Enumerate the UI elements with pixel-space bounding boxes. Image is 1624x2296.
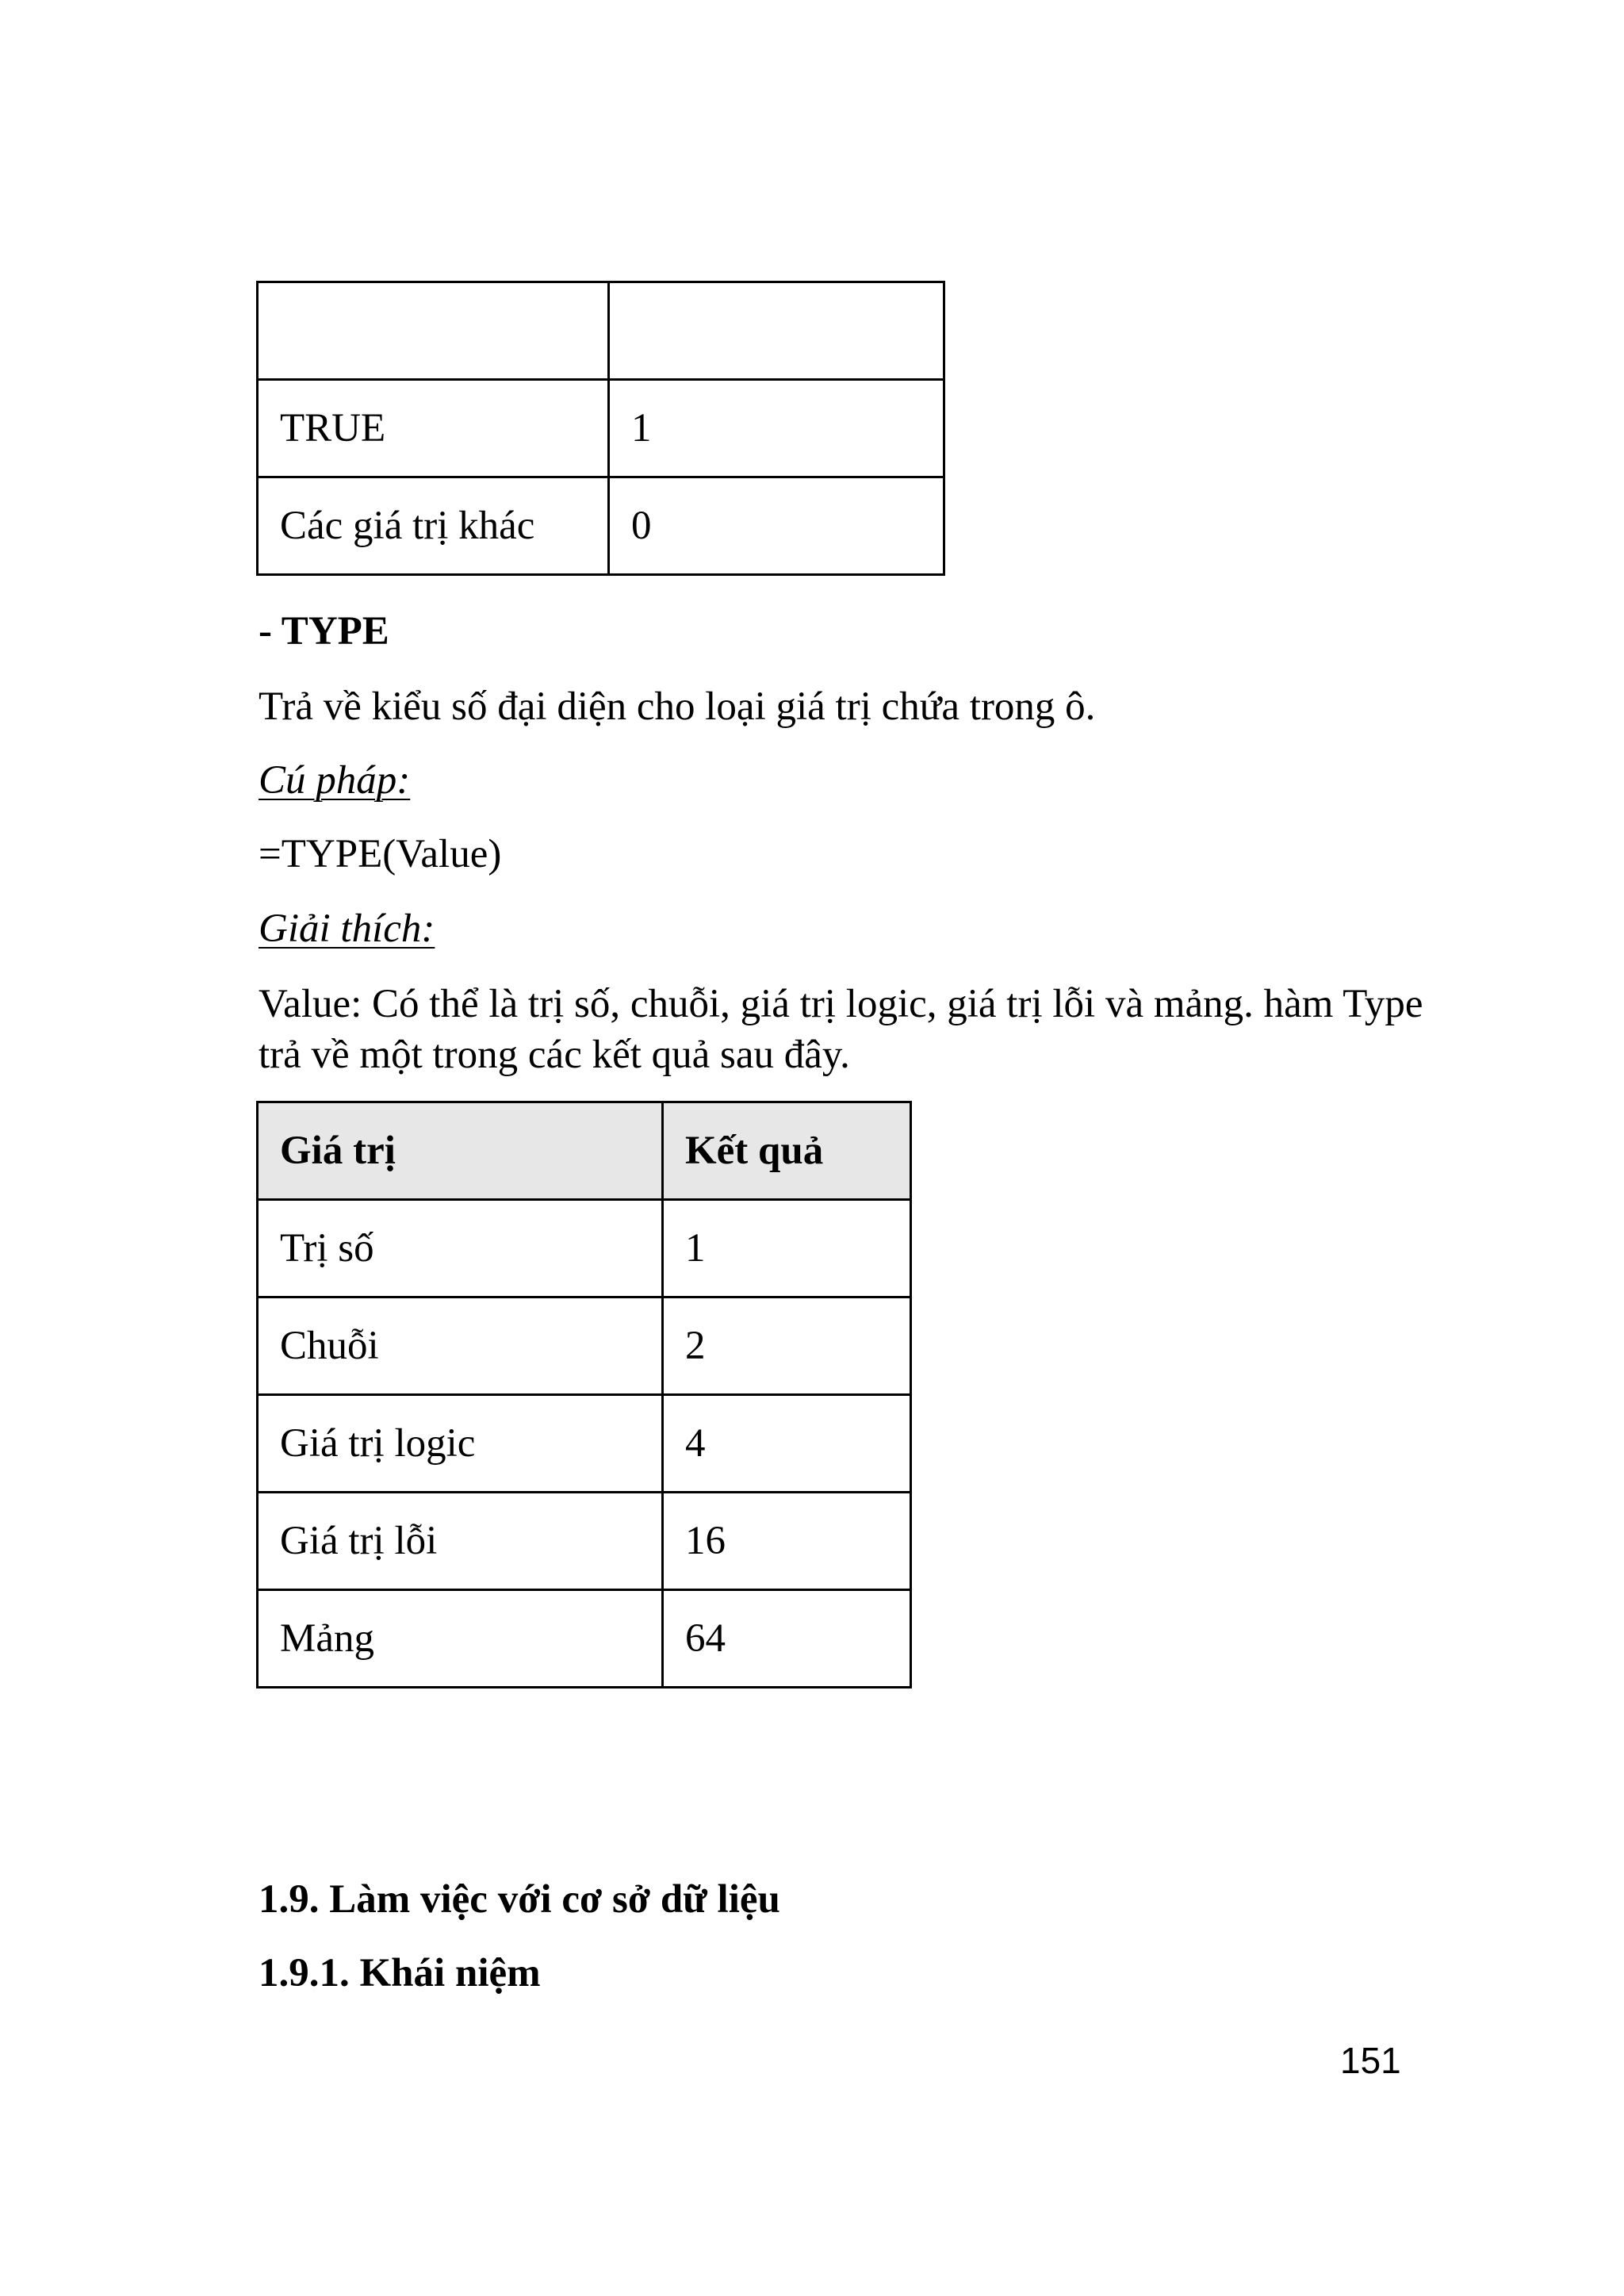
table-header-row (258, 1102, 911, 1200)
table-row (258, 477, 944, 575)
syntax-formula: =TYPE(Value) (259, 832, 502, 876)
section-heading: 1.9. Làm việc với cơ sở dữ liệu (259, 1877, 780, 1922)
table-row (258, 1590, 911, 1688)
table-row (258, 1200, 911, 1297)
column-header: Giá trị (258, 1102, 663, 1200)
table-cell: Các giá trị khác (258, 477, 609, 575)
type-heading: - TYPE (259, 609, 389, 654)
type-description: Trả về kiểu số đại diện cho loại giá trị chứa trong ô. (259, 684, 1096, 729)
syntax-label: Cú pháp: (259, 758, 411, 803)
table-cell: 2 (663, 1297, 911, 1395)
table-cell: Trị số (258, 1200, 663, 1297)
table-row (258, 1493, 911, 1590)
table-cell: 1 (609, 380, 944, 477)
table-cell (609, 282, 944, 380)
table-cell: Mảng (258, 1590, 663, 1688)
explain-text: Value: Có thể là trị số, chuỗi, giá trị logic, giá trị lỗi và mảng. hàm Type trả về một trong các kết quả sau đây. (259, 982, 1423, 1077)
table-cell: Chuỗi (258, 1297, 663, 1395)
table-cell: 4 (663, 1395, 911, 1493)
table-cell: Giá trị logic (258, 1395, 663, 1493)
table-cell: 0 (609, 477, 944, 575)
subsection-heading: 1.9.1. Khái niệm (259, 1951, 541, 1995)
table-cell: 1 (663, 1200, 911, 1297)
type-result-table (256, 1101, 912, 1688)
table-row (258, 380, 944, 477)
page-number: 151 (1340, 2040, 1401, 2081)
top-table (256, 281, 945, 576)
table-row (258, 1395, 911, 1493)
table-cell: 16 (663, 1493, 911, 1590)
explain-label: Giải thích: (259, 907, 435, 951)
table-row (258, 1297, 911, 1395)
table-cell (258, 282, 609, 380)
table-cell: 64 (663, 1590, 911, 1688)
column-header: Kết quả (663, 1102, 911, 1200)
table-cell: TRUE (258, 380, 609, 477)
table-cell: Giá trị lỗi (258, 1493, 663, 1590)
table-row (258, 282, 944, 380)
